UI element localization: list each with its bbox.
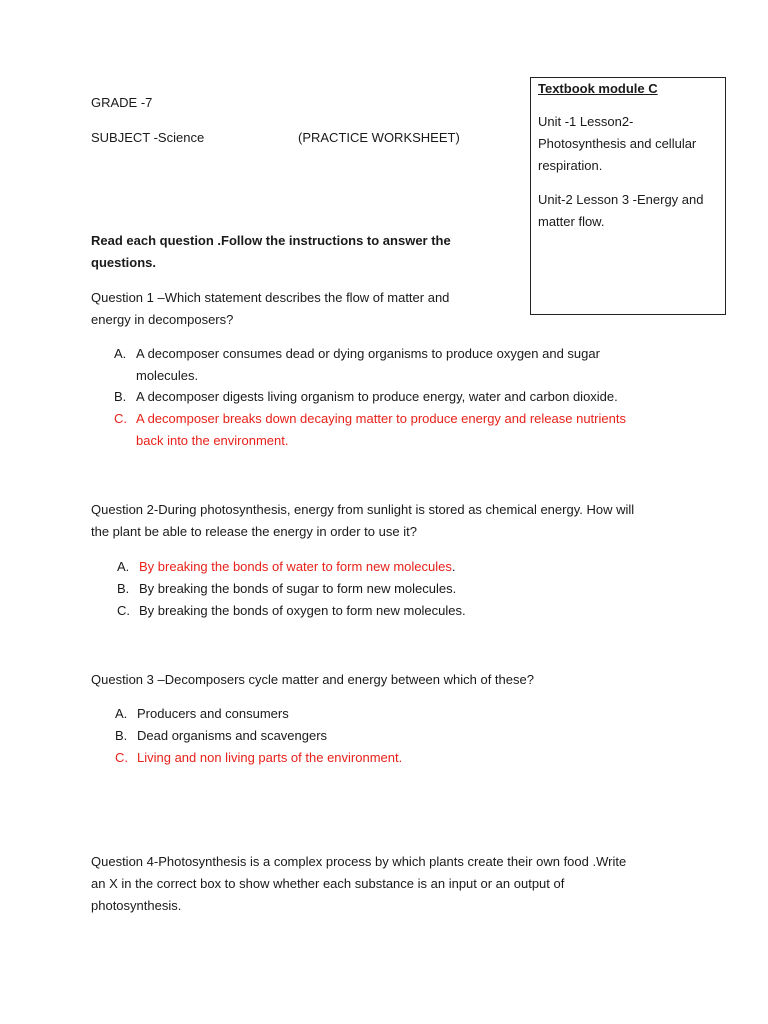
question-3-text: Question 3 –Decomposers cycle matter and energy between which of these? — [91, 672, 534, 687]
q1-option-c-text-answer: A decomposer breaks down decaying matter to produce energy and release nutrients — [136, 411, 626, 426]
question-4-text: Question 4-Photosynthesis is a complex process by which plants create their own food .Write — [91, 854, 627, 869]
q3-option-b-text: Dead organisms and scavengers — [137, 728, 328, 743]
q2-option-b-text: By breaking the bonds of sugar to form new molecules. — [139, 581, 457, 596]
question-2-text: the plant be able to release the energy in order to use it? — [91, 524, 417, 539]
question-4-text: photosynthesis. — [91, 898, 182, 913]
q3-option-a-text: Producers and consumers — [137, 706, 289, 721]
q3-option-c-text-answer: Living and non living parts of the environment. — [137, 750, 403, 765]
question-2-text: Question 2-During photosynthesis, energy from sunlight is stored as chemical energy. How will — [91, 502, 635, 517]
question-1-text: energy in decomposers? — [91, 312, 234, 327]
q2-option-a-text — [139, 556, 456, 578]
option-letter: B. — [114, 389, 127, 404]
subject-label: SUBJECT -Science — [91, 130, 205, 145]
q2-option-a-period: . — [451, 559, 456, 574]
option-letter: C. — [115, 750, 128, 765]
module-line: respiration. — [538, 158, 603, 173]
option-letter: C. — [114, 411, 127, 426]
option-letter: C. — [117, 603, 130, 618]
question-1-text: Question 1 –Which statement describes the flow of matter and — [91, 290, 450, 305]
module-line: Unit-2 Lesson 3 -Energy and — [538, 192, 704, 207]
q2-option-c-text: By breaking the bonds of oxygen to form new molecules. — [139, 603, 466, 618]
instructions-line: Read each question .Follow the instructions to answer the — [91, 233, 451, 248]
module-title: Textbook module C — [538, 81, 658, 96]
question-4-text: an X in the correct box to show whether each substance is an input or an output of — [91, 876, 565, 891]
q1-option-c-text-answer: back into the environment. — [136, 433, 289, 448]
q2-option-a-answer: By breaking the bonds of water to form new molecules — [139, 559, 452, 574]
option-letter: B. — [115, 728, 128, 743]
option-letter: A. — [115, 706, 128, 721]
module-line: matter flow. — [538, 214, 605, 229]
module-line: Unit -1 Lesson2- — [538, 114, 634, 129]
worksheet-type: (PRACTICE WORKSHEET) — [298, 130, 460, 145]
option-letter: B. — [117, 581, 130, 596]
q1-option-b-text: A decomposer digests living organism to produce energy, water and carbon dioxide. — [136, 389, 618, 404]
grade-label: GRADE -7 — [91, 95, 153, 110]
module-line: Photosynthesis and cellular — [538, 136, 697, 151]
instructions-line: questions. — [91, 255, 157, 270]
option-letter: A. — [114, 346, 127, 361]
textbook-module-box — [530, 77, 726, 315]
q1-option-a-text: A decomposer consumes dead or dying organisms to produce oxygen and sugar — [136, 346, 600, 361]
option-letter: A. — [117, 559, 130, 574]
q1-option-a-text: molecules. — [136, 368, 199, 383]
